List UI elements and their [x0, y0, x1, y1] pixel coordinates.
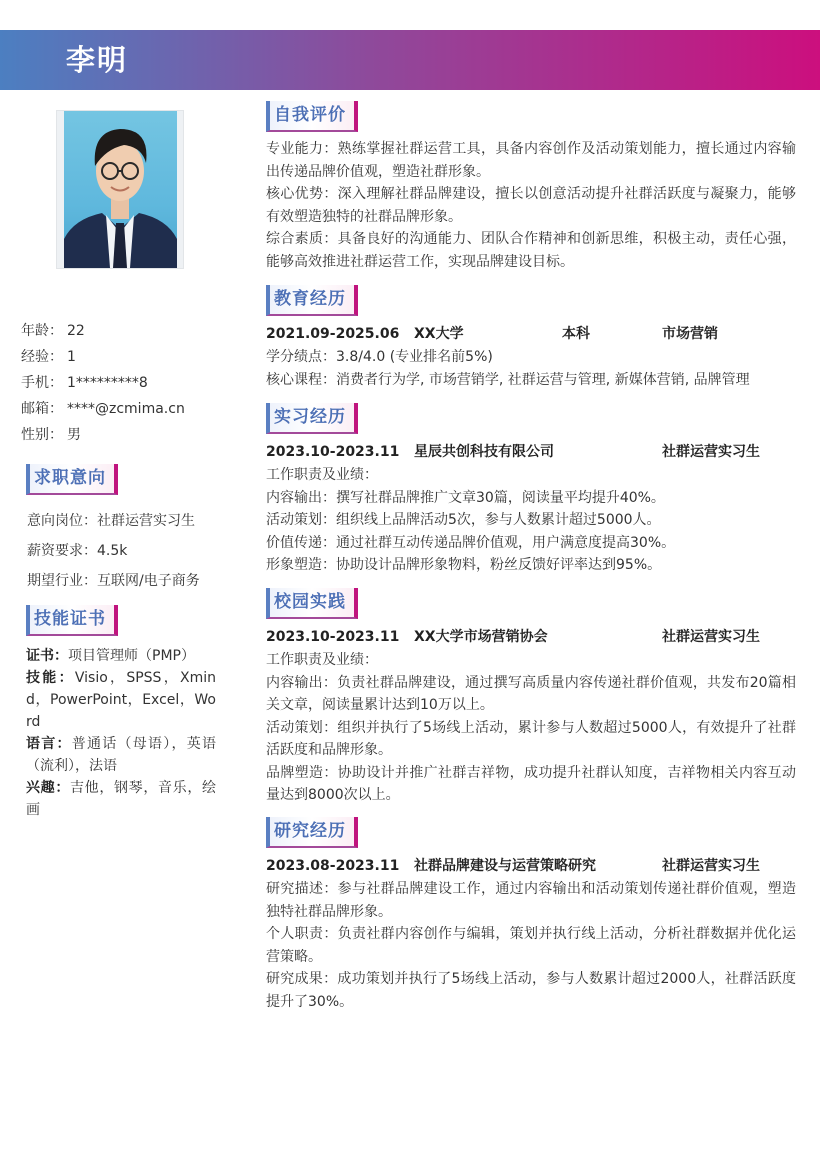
person-portrait-icon: [64, 111, 177, 268]
intent-salary: 薪资要求：4.5k: [27, 543, 128, 559]
research-project: 社群品牌建设与运营策略研究: [414, 858, 596, 874]
section-education: [266, 285, 796, 391]
intent-industry: 期望行业：互联网/电子商务: [27, 573, 200, 589]
campus-line: 工作职责及业绩：: [266, 652, 378, 668]
education-school: XX大学: [414, 326, 464, 342]
internship-date: 2023.10-2023.11: [266, 444, 400, 460]
section-self-evaluation: [266, 101, 796, 273]
self-eval-line: 综合素质：具备良好的沟通能力、团队合作精神和创新思维，积极主动，责任心强，能够高效推进社群运营工作，实现品牌建设目标。: [266, 231, 796, 270]
internship-line: 内容输出：撰写社群品牌推广文章30篇，阅读量平均提升40%。: [266, 489, 665, 506]
research-line: 研究描述：参与社群品牌建设工作，通过内容输出和活动策划传递社群价值观，塑造独特社群品牌形象。: [266, 881, 796, 920]
info-experience: 经验： 1: [21, 349, 76, 365]
section-campus-practice: [266, 588, 796, 807]
campus-entry-header: [266, 625, 796, 649]
section-title-job-intent: 求职意向: [26, 464, 118, 495]
research-role: 社群运营实习生: [662, 858, 760, 874]
portrait-image: [64, 111, 177, 268]
internship-company: 星辰共创科技有限公司: [414, 444, 554, 460]
skill-tools: 技能：Visio，SPSS，Xmind，PowerPoint，Excel，Word: [26, 670, 216, 730]
skill-interests: 兴趣：吉他，钢琴，音乐，绘画: [26, 780, 216, 818]
section-internship: [266, 403, 796, 577]
section-research: [266, 817, 796, 1013]
section-title-self-evaluation: 自我评价: [266, 101, 358, 132]
campus-organization: XX大学市场营销协会: [414, 629, 548, 645]
basic-info: [21, 318, 221, 448]
info-gender: 性别： 男: [21, 427, 81, 443]
internship-entry-header: [266, 440, 796, 464]
education-entry-header: [266, 322, 796, 346]
skill-certificate: 证书：项目管理师（PMP）: [26, 648, 195, 664]
research-entry-header: [266, 854, 796, 878]
skill-language: 语言：普通话（母语），英语（流利），法语: [26, 736, 216, 774]
internship-line: 价值传递：通过社群互动传递品牌价值观，用户满意度提高30%。: [266, 534, 676, 551]
self-eval-line: 专业能力：熟练掌握社群运营工具，具备内容创作及活动策划能力，擅长通过内容输出传递品牌价值观，塑造社群形象。: [266, 141, 796, 180]
campus-role: 社群运营实习生: [662, 629, 760, 645]
campus-line: 活动策划：组织并执行了5场线上活动，累计参与人数超过5000人，有效提升了社群活跃度和品牌形象。: [266, 719, 796, 758]
education-line: 核心课程：消费者行为学, 市场营销学, 社群运营与管理, 新媒体营销, 品牌管理: [266, 371, 750, 388]
education-date: 2021.09-2025.06: [266, 326, 400, 342]
skills-list: [26, 645, 216, 821]
campus-line: 品牌塑造：协助设计并推广社群吉祥物，成功提升社群认知度，吉祥物相关内容互动量达到8000次以上。: [266, 764, 796, 803]
education-major: 市场营销: [662, 326, 718, 342]
internship-line: 活动策划：组织线上品牌活动5次，参与人数累计超过5000人。: [266, 512, 661, 528]
job-intent: [27, 506, 222, 596]
internship-role: 社群运营实习生: [662, 444, 760, 460]
internship-line: 形象塑造：协助设计品牌形象物料，粉丝反馈好评率达到95%。: [266, 557, 662, 573]
section-title-skills: 技能证书: [26, 605, 118, 636]
research-date: 2023.08-2023.11: [266, 858, 400, 874]
research-line: 研究成果：成功策划并执行了5场线上活动，参与人数累计超过2000人，社群活跃度提升了30%。: [266, 971, 796, 1010]
education-degree: 本科: [562, 326, 590, 342]
section-title-internship: 实习经历: [266, 403, 358, 434]
intent-position: 意向岗位：社群运营实习生: [27, 513, 195, 529]
section-title-campus-practice: 校园实践: [266, 588, 358, 619]
info-phone: 手机： 1*********8: [21, 375, 148, 391]
research-line: 个人职责：负责社群内容创作与编辑，策划并执行线上活动，分析社群数据并优化运营策略。: [266, 926, 796, 965]
section-title-research: 研究经历: [266, 817, 358, 848]
education-line: 学分绩点：3.8/4.0 (专业排名前5%): [266, 349, 493, 365]
self-eval-line: 核心优势：深入理解社群品牌建设，擅长以创意活动提升社群活跃度与凝聚力，能够有效塑造独特的社群品牌形象。: [266, 186, 796, 225]
campus-line: 内容输出：负责社群品牌建设，通过撰写高质量内容传递社群价值观，共发布20篇相关文章，阅读量累计达到10万以上。: [266, 674, 796, 713]
info-age: 年龄： 22: [21, 323, 85, 339]
internship-line: 工作职责及业绩：: [266, 467, 378, 483]
header-banner: [0, 30, 820, 90]
candidate-name: 李明: [66, 43, 129, 77]
campus-date: 2023.10-2023.11: [266, 629, 400, 645]
info-email: 邮箱： ****@zcmima.cn: [21, 401, 185, 417]
profile-photo: [56, 110, 184, 269]
section-title-education: 教育经历: [266, 285, 358, 316]
